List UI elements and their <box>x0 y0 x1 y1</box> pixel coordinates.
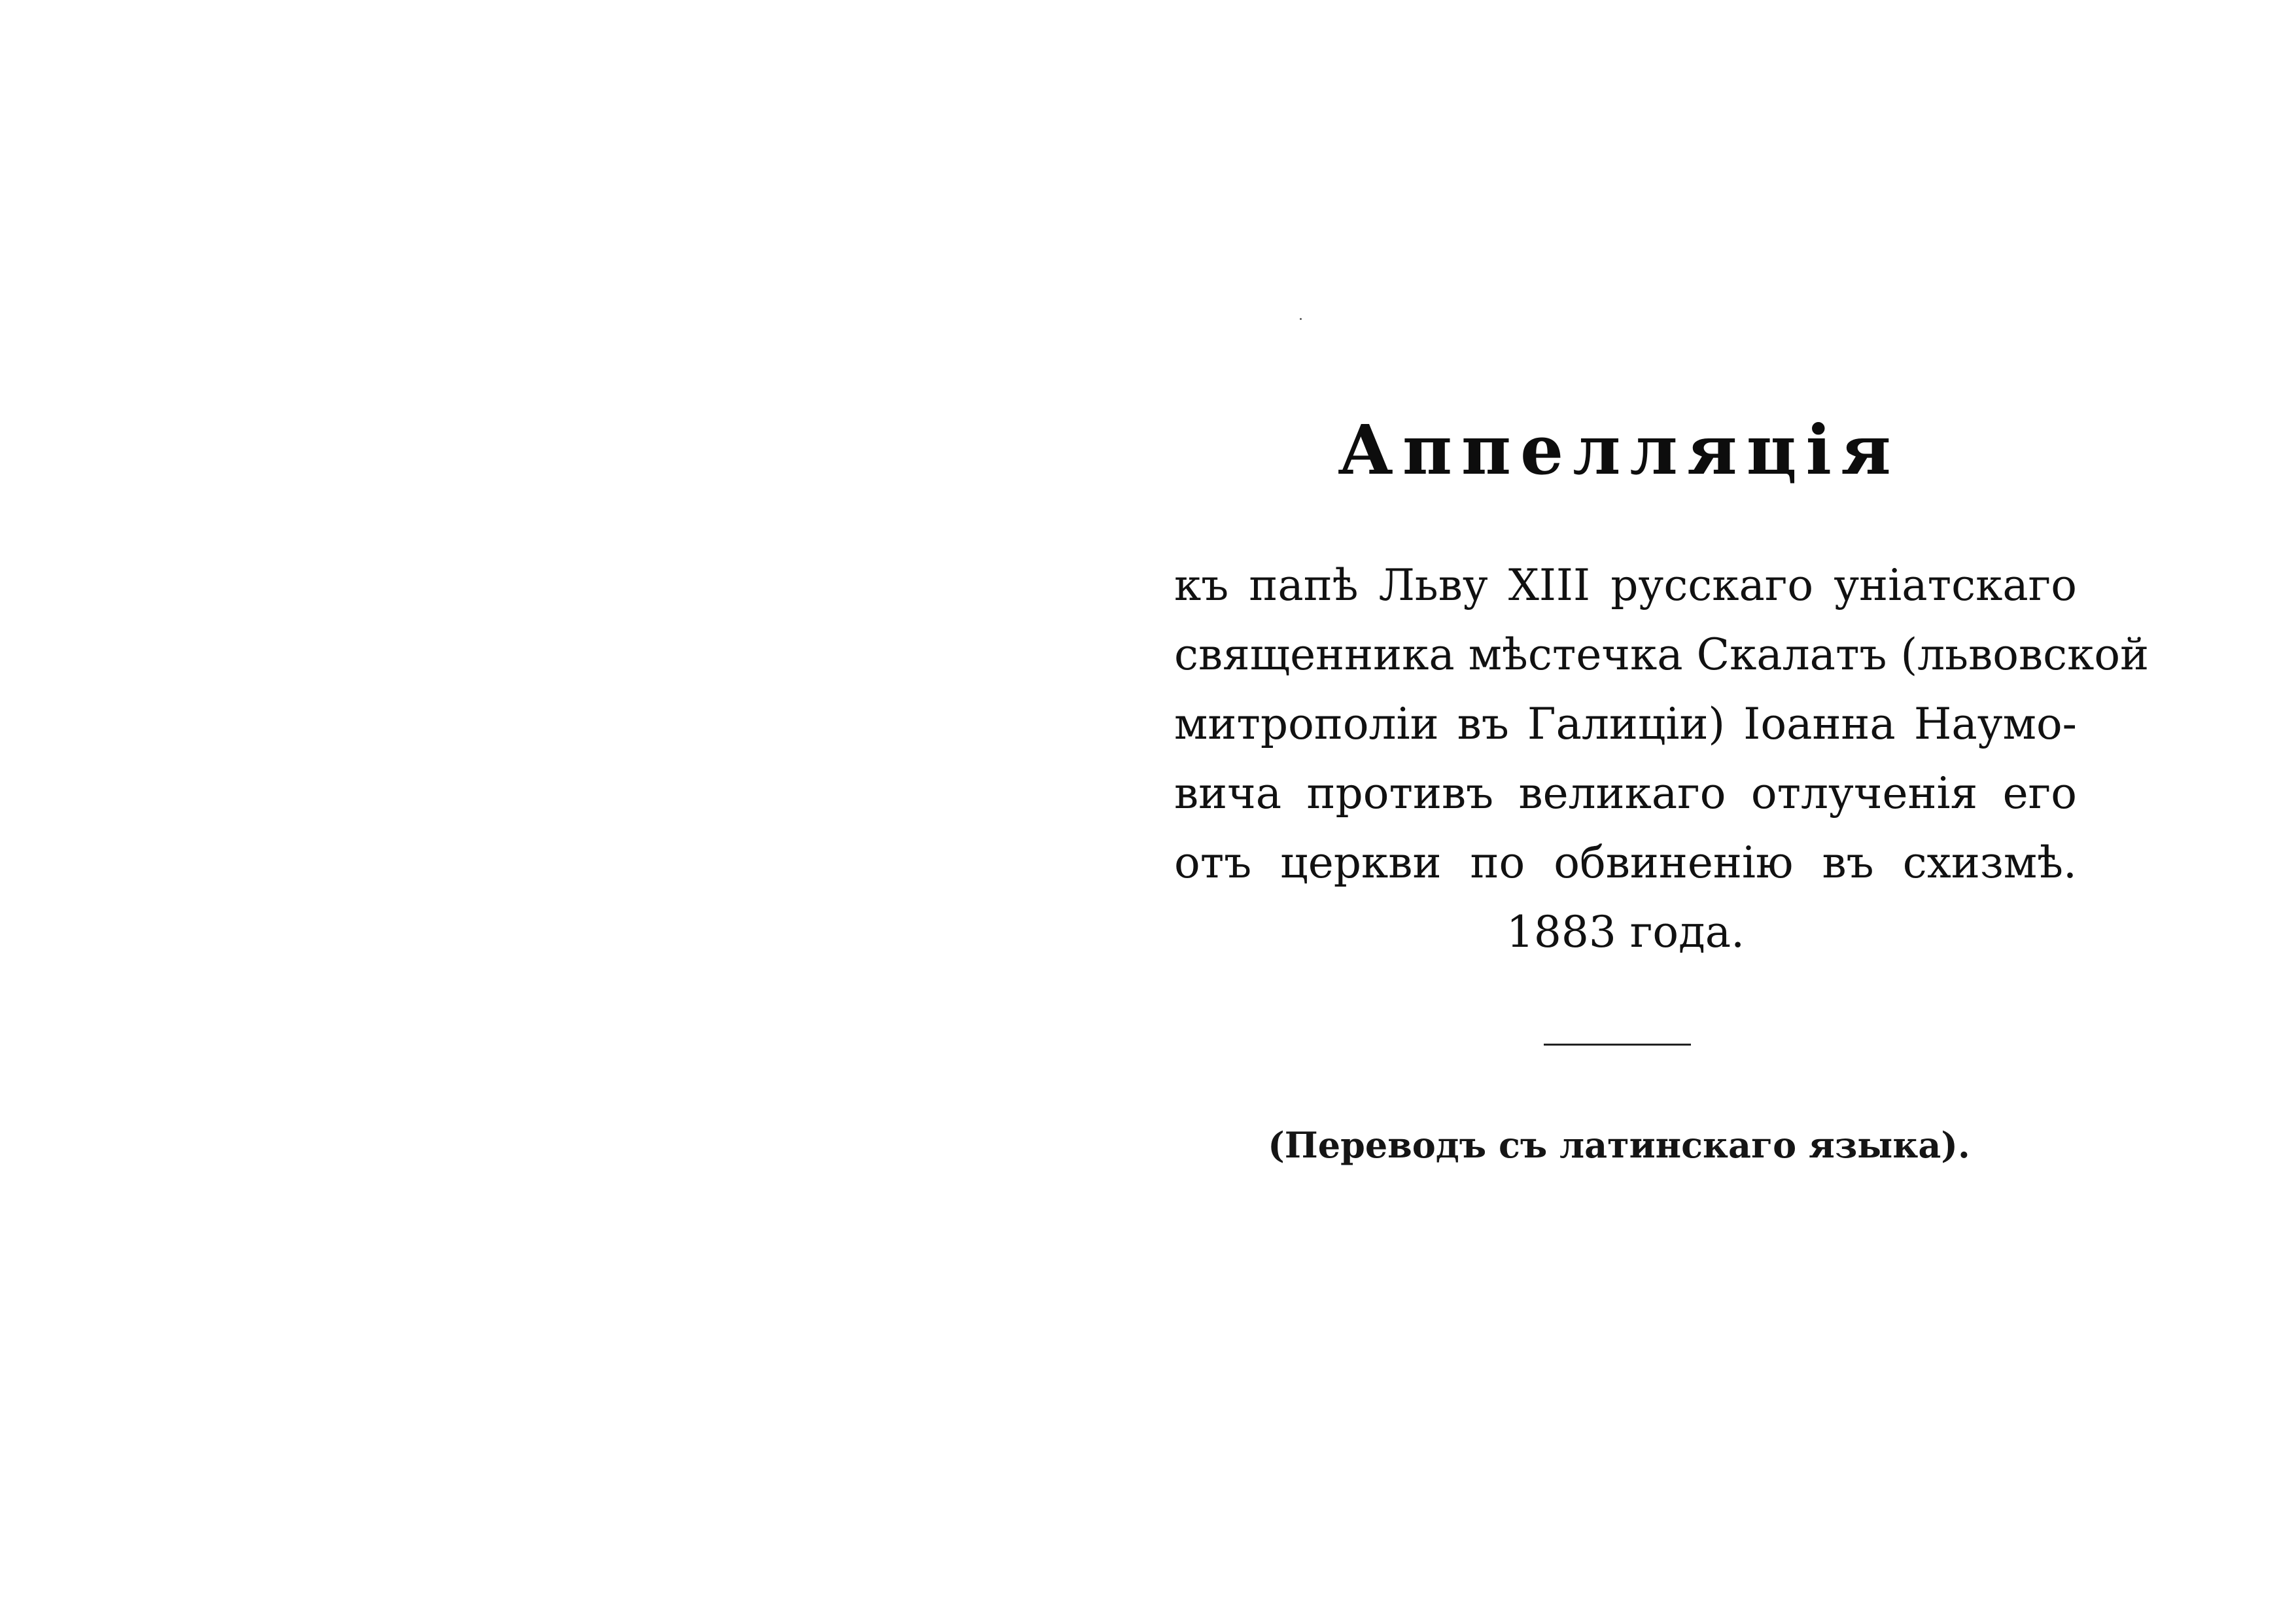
print-speck <box>1300 318 1302 320</box>
subtitle-line: священника мѣстечка Скалатъ (львовской <box>1174 629 2149 680</box>
subtitle-line: вича противъ великаго отлученія его <box>1174 768 2077 819</box>
subtitle-year-line: 1883 года. <box>1506 907 1745 957</box>
subtitle-line: митрополіи въ Галиціи) Іоанна Наумо- <box>1174 699 2077 749</box>
subtitle-block <box>1174 551 2149 967</box>
subtitle-line: отъ церкви по обвиненію въ схизмѣ. <box>1174 838 2077 888</box>
translation-note: (Переводъ съ латинскаго языка). <box>1268 1124 1970 1166</box>
subtitle-line: къ папѣ Льву XIII русскаго уніатскаго <box>1174 560 2077 610</box>
section-divider <box>1544 1044 1691 1046</box>
page-title: Аппелляція <box>1338 410 1900 490</box>
